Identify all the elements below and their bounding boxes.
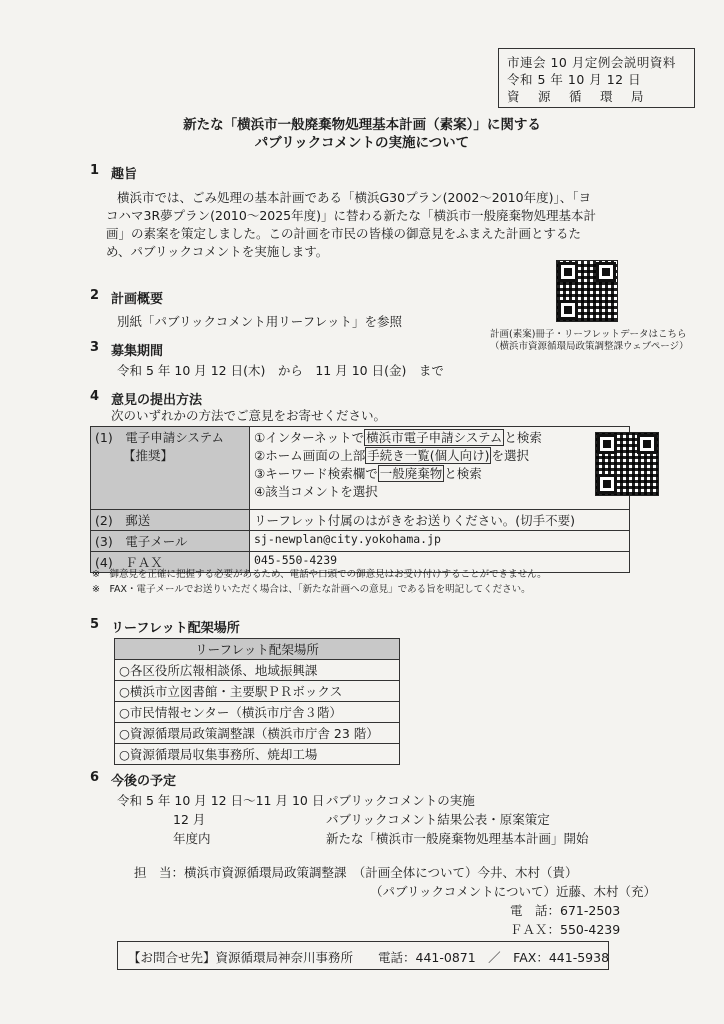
header-info-box xyxy=(498,48,695,108)
step-2-text: ②ホーム画面の上部 xyxy=(254,448,366,463)
staff-tel: 電 話：671-2503 xyxy=(510,903,621,918)
schedule-date: 令和 5 年 10 月 12 日〜11 月 10 日 xyxy=(117,793,325,808)
section-3-heading: 募集期間 xyxy=(111,344,164,359)
method-4-label: (4) ＦＡＸ xyxy=(91,552,250,573)
method-2-label: (2) 郵送 xyxy=(91,510,250,531)
qr-caption: （横浜市資源循環局政策調整課ウェブページ） xyxy=(490,341,689,352)
section-5-heading: リーフレット配架場所 xyxy=(111,621,240,636)
section-1-line: 画」の素案を策定しました。この計画を市民の皆様の御意見をふまえた計画とするた xyxy=(106,226,582,241)
section-2-text: 別紙「パブリックコメント用リーフレット」を参照 xyxy=(117,314,403,329)
department-label: 資 源 循 環 局 xyxy=(507,89,647,104)
location-row: ○市民情報センター（横浜市庁舎３階） xyxy=(115,702,400,723)
note-2: ※ FAX・電子メールでお送りいただく場合は、「新たな計画への意見」である旨を明記してください。 xyxy=(92,584,531,595)
e-application-qr-code[interactable] xyxy=(595,432,659,496)
section-6-heading: 今後の予定 xyxy=(111,774,177,789)
method-1-label-cell xyxy=(91,427,250,510)
section-1-heading: 趣旨 xyxy=(111,167,138,182)
method-3-label: (3) 電子メール xyxy=(91,531,250,552)
staff-fax: ＦＡＸ：550-4239 xyxy=(510,922,621,937)
contact-box xyxy=(117,941,609,970)
leaflet-locations-table xyxy=(114,638,400,765)
date-label: 令和 5 年 10 月 12 日 xyxy=(507,72,642,87)
section-4-heading: 意見の提出方法 xyxy=(111,393,203,408)
email-address[interactable]: sj-newplan@city.yokohama.jp xyxy=(250,531,630,552)
note-1: ※ 御意見を正確に把握する必要があるため、電話や口頭での御意見はお受け付けすることができません。 xyxy=(92,569,547,580)
step-3-text: ③キーワード検索欄で xyxy=(254,466,378,481)
plan-qr-code[interactable] xyxy=(556,260,618,322)
qr-caption: 計画(素案)冊子・リーフレットデータはこちら xyxy=(490,329,687,340)
locations-table-header: リーフレット配架場所 xyxy=(115,639,400,660)
schedule-date: 年度内 xyxy=(173,831,211,846)
schedule-desc: パブリックコメントの実施 xyxy=(326,793,475,808)
location-row: ○資源循環局収集事務所、焼却工場 xyxy=(115,744,400,765)
step-1-text: ①インターネットで xyxy=(254,430,365,445)
step-1-suffix: と検索 xyxy=(504,430,542,445)
step-2-suffix: を選択 xyxy=(491,448,529,463)
section-1-number: 1 xyxy=(90,163,100,178)
location-row: ○横浜市立図書館・主要駅ＰＲボックス xyxy=(115,681,400,702)
method-2-value: リーフレット付属のはがきをお送りください。(切手不要) xyxy=(250,510,630,531)
section-2-heading: 計画概要 xyxy=(111,292,164,307)
step-2-keyword: 手続き一覧(個人向け) xyxy=(367,448,490,463)
schedule-desc: 新たな「横浜市一般廃棄物処理基本計画」開始 xyxy=(326,831,589,846)
document-subtitle: パブリックコメントの実施について xyxy=(254,135,470,151)
step-4-text: ④該当コメントを選択 xyxy=(254,484,378,499)
schedule-date: 12 月 xyxy=(173,812,206,827)
staff-line-2: （パブリックコメントについて）近藤、木村（充） xyxy=(370,884,657,899)
step-3-keyword: 一般廃棄物 xyxy=(379,466,443,481)
location-row: ○資源循環局政策調整課（横浜市庁舎 23 階） xyxy=(115,723,400,744)
section-1-line: め、パブリックコメントを実施します。 xyxy=(106,244,329,259)
submission-methods-table xyxy=(90,426,630,573)
contact-text: 【お問合せ先】資源循環局神奈川事務所 電話：441-0871 ／ FAX：441-5938 xyxy=(128,950,610,965)
location-row: ○各区役所広報相談係、地域振興課 xyxy=(115,660,400,681)
document-title: 新たな「横浜市一般廃棄物処理基本計画（素案）」に関する xyxy=(183,117,541,133)
method-1-label: (1) 電子申請システム xyxy=(95,430,224,445)
section-1-line: コハマ3R夢プラン(2010〜2025年度)」に替わる新たな「横浜市一般廃棄物処理基本計 xyxy=(106,208,597,223)
section-4-intro: 次のいずれかの方法でご意見をお寄せください。 xyxy=(111,408,387,423)
schedule-desc: パブリックコメント結果公表・原案策定 xyxy=(326,812,550,827)
section-4-number: 4 xyxy=(90,389,100,404)
recommended-label: 【推奨】 xyxy=(123,448,174,463)
section-6-number: 6 xyxy=(90,770,100,785)
section-3-number: 3 xyxy=(90,340,100,355)
step-1-keyword: 横浜市電子申請システム xyxy=(366,430,503,445)
section-5-number: 5 xyxy=(90,617,100,632)
section-3-text: 令和 5 年 10 月 12 日(木) から 11 月 10 日(金) まで xyxy=(117,363,444,378)
method-1-steps xyxy=(250,427,630,510)
step-3-suffix: と検索 xyxy=(444,466,482,481)
staff-line-1: 担 当：横浜市資源循環局政策調整課 （計画全体について）今井、木村（貴） xyxy=(134,865,578,880)
section-2-number: 2 xyxy=(90,288,100,303)
fax-number: 045-550-4239 xyxy=(250,552,630,573)
section-1-line: 横浜市では、ごみ処理の基本計画である「横浜G30プラン(2002〜2010年度)」、「ヨ xyxy=(117,190,591,205)
meeting-label: 市連会 10 月定例会説明資料 xyxy=(507,55,676,70)
